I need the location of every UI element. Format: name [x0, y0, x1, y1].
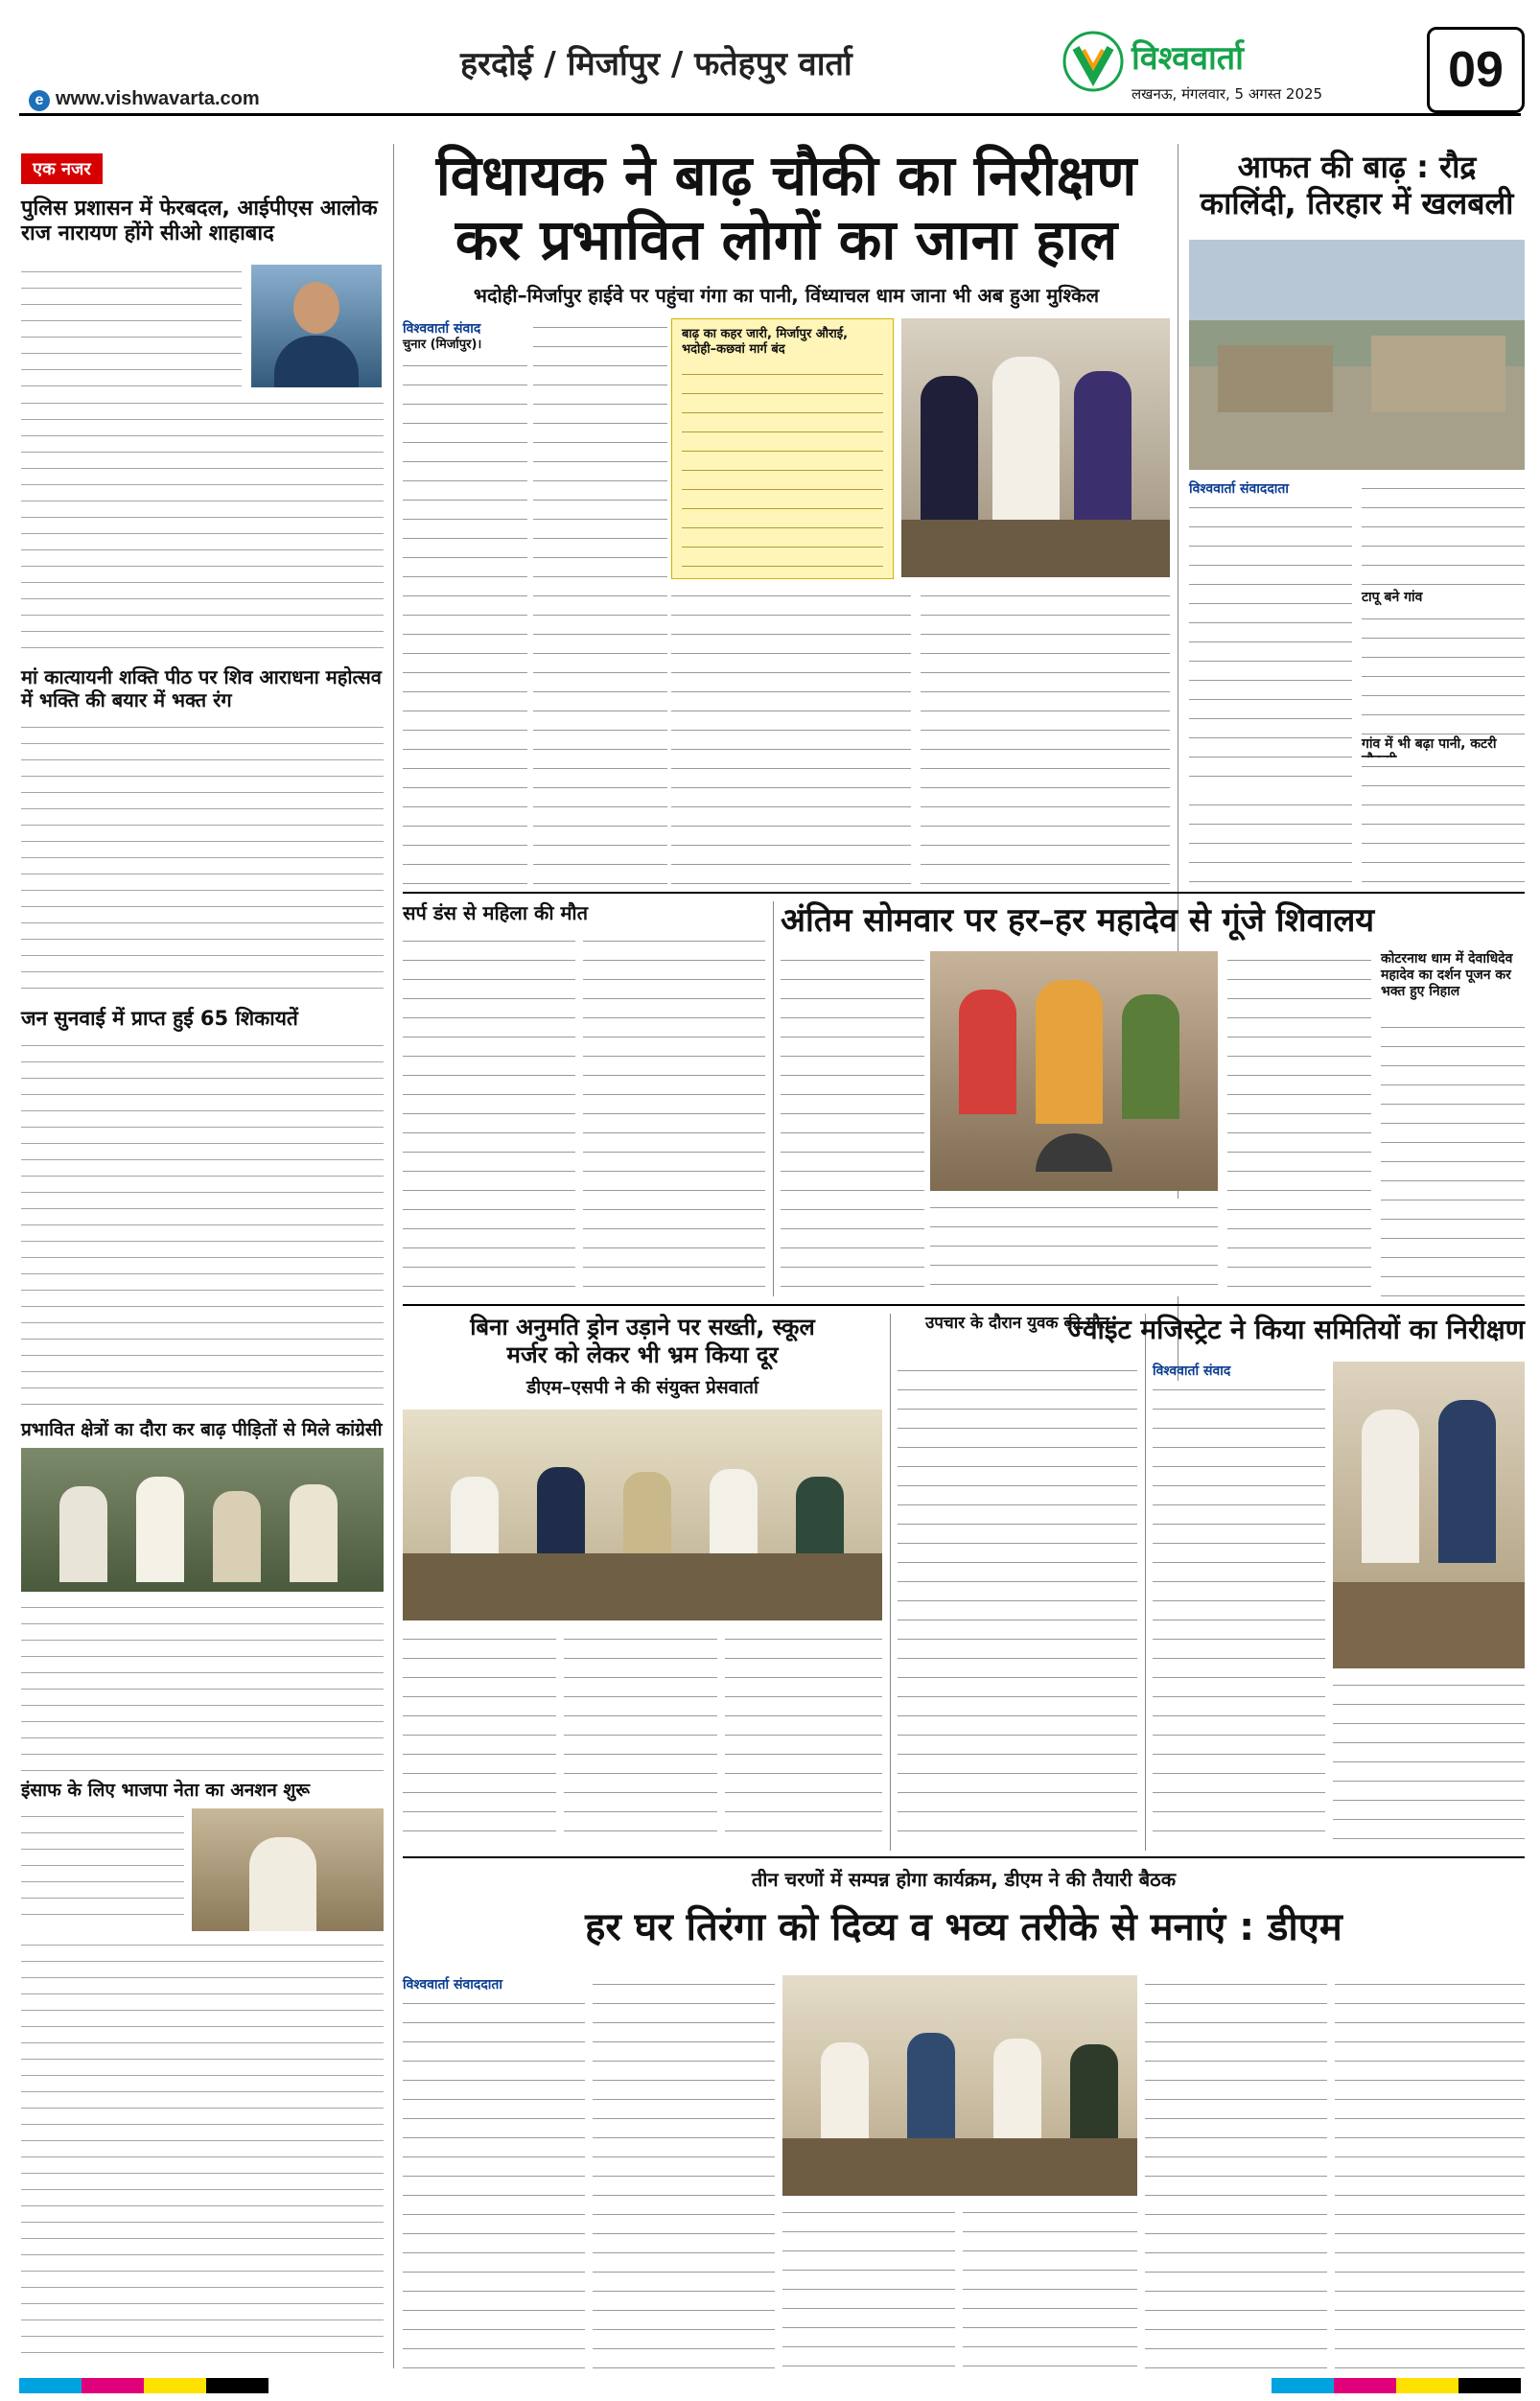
tiranga-meeting-photo: [782, 1975, 1137, 2196]
shivalay-headline: अंतिम सोमवार पर हर–हर महादेव से गूंजे शिवालय: [781, 901, 1375, 940]
right-top-text-col1b: [1189, 796, 1352, 884]
congress-visit-photo: [21, 1448, 384, 1592]
lead-text-col4: [921, 587, 1170, 884]
right-top-text-col2: [1362, 479, 1525, 585]
tiranga-text-col3: [782, 2203, 955, 2368]
tiranga-text-col5: [1145, 1975, 1327, 2368]
joint-byline: विश्ववार्ता संवाद: [1153, 1364, 1231, 1379]
sidebar-story5-text-cont: [21, 1937, 384, 2368]
right-top-subhead1: टापू बने गांव: [1362, 590, 1423, 605]
shivalay-text-col2: [930, 1199, 1218, 1296]
column-divider: [890, 1314, 891, 1851]
website-url[interactable]: [29, 88, 260, 111]
lead-text-col1: [403, 357, 527, 884]
sidebar-story2-text: [21, 719, 384, 997]
shivalay-text-col1: [781, 951, 924, 1296]
drone-subhead: डीएम–एसपी ने की संयुक्त प्रेसवार्ता: [526, 1377, 758, 1398]
flood-photo: [1189, 240, 1525, 470]
header-rule: [19, 113, 1521, 116]
tiranga-text-col6: [1335, 1975, 1525, 2368]
mla-inspection-photo: [901, 318, 1170, 577]
section-rule: [403, 1856, 1525, 1858]
right-top-text-col2c: [1362, 758, 1525, 884]
tiranga-kicker: तीन चरणों में सम्पन्न होगा कार्यक्रम, डीएम ने की तैयारी बैठक: [751, 1868, 1177, 1891]
snake-story-text-col2: [583, 932, 765, 1296]
column-divider: [393, 144, 394, 2368]
sidebar-story1-text: [21, 264, 242, 388]
lead-headline-line1: विधायक ने बाढ़ चौकी का निरीक्षण: [435, 143, 1137, 208]
section-rule: [403, 892, 1525, 894]
page-number: 09: [1427, 27, 1525, 113]
right-top-text-col2b: [1362, 610, 1525, 734]
sidebar-story1-title: पुलिस प्रशासन में फेरबदल, आईपीएस आलोक राज नारायण होंगे सीओ शाहाबाद: [21, 197, 378, 246]
brand-logo-icon: [1062, 31, 1124, 92]
browser-e-icon: e: [29, 90, 50, 111]
right-top-headline-line1: आफत की बाढ़ : रौद्र: [1237, 149, 1477, 185]
lead-headline-line2: कर प्रभावित लोगों का जाना हाल: [455, 206, 1118, 272]
column-divider: [773, 901, 774, 1296]
upchar-text: [898, 1362, 1137, 1841]
color-registration-bar: [19, 2378, 268, 2393]
hunger-strike-photo: [192, 1808, 384, 1931]
column-divider: [1145, 1314, 1146, 1851]
right-top-subhead2: गांव में भी बढ़ा पानी, कटरी: [1362, 736, 1497, 752]
joint-inspection-photo: [1333, 1362, 1525, 1668]
right-top-byline: विश्ववार्ता संवाददाता: [1189, 481, 1290, 497]
drone-text-col3: [725, 1630, 882, 1841]
section-rule: [403, 1304, 1525, 1306]
lead-highlight-title: बाढ़ का कहर जारी, मिर्जापुर औराई, भदोही–कछवां मार्ग बंद: [682, 327, 849, 357]
drone-text-col2: [564, 1630, 717, 1841]
lead-text-col3: [671, 587, 911, 884]
sidebar-label: एक नजर: [21, 153, 103, 184]
tiranga-text-col4: [963, 2203, 1137, 2368]
sidebar-story2-title: मां कात्यायनी शक्ति पीठ पर शिव आराधना महोत्सव में भक्ति की बयार में भक्त रंग: [21, 665, 382, 711]
right-top-text-col1: [1189, 499, 1352, 786]
tiranga-byline: विश्ववार्ता संवाददाता: [403, 1977, 503, 1993]
sidebar-story5-text: [21, 1808, 184, 1923]
shivalay-text-col3: [1227, 951, 1371, 1296]
website-text[interactable]: www.vishwavarta.com: [56, 88, 260, 109]
sidebar-story4-title: प्रभावित क्षेत्रों का दौरा कर बाढ़ पीड़ितों से मिले कांग्रेसी: [21, 1419, 383, 1440]
joint-headline: ज्वाइंट मजिस्ट्रेट ने किया समितियों का निरीक्षण: [1066, 1314, 1525, 1345]
drone-text-col1: [403, 1630, 556, 1841]
lead-subhead: भदोही–मिर्जापुर हाईवे पर पहुंचा गंगा का पानी, विंध्याचल धाम जाना भी अब हुआ मुश्किल: [473, 284, 1100, 307]
tiranga-text-col1: [403, 1994, 585, 2368]
drone-headline-line2: मर्जर को लेकर भी भ्रम किया दूर: [506, 1340, 779, 1368]
lead-highlight-box: [671, 318, 894, 579]
kotarnath-headline: कोटरनाथ धाम में देवाधिदेव महादेव का दर्शन पूजन कर भक्त हुए निहाल: [1381, 951, 1513, 999]
temple-worship-photo: [930, 951, 1218, 1191]
lead-headline: [403, 144, 1170, 271]
kotarnath-text: [1381, 1018, 1525, 1296]
snake-story-text-col1: [403, 932, 575, 1296]
right-top-headline: [1189, 149, 1525, 222]
brand-name: विश्ववार्ता: [1132, 39, 1244, 78]
color-registration-bar: [1272, 2378, 1521, 2393]
lead-place: चुनार (मिर्जापुर)।: [403, 338, 482, 352]
drone-headline: [403, 1314, 882, 1369]
sidebar-story1-text-cont: [21, 395, 384, 654]
sidebar-story5-title: इंसाफ के लिए भाजपा नेता का अनशन शुरू: [21, 1780, 311, 1801]
upchar-headline: उपचार के दौरान युवक की मौत: [924, 1314, 1110, 1333]
right-top-headline-line2: कालिंदी, तिरहार में खलबली: [1200, 185, 1514, 222]
dateline: लखनऊ, मंगलवार, 5 अगस्त 2025: [1132, 85, 1323, 103]
drone-headline-line1: बिना अनुमति ड्रोन उड़ाने पर सख्ती, स्कूल: [470, 1314, 815, 1340]
sidebar-story3-title: जन सुनवाई में प्राप्त हुई 65 शिकायतें: [21, 1007, 298, 1030]
joint-text-col2: [1333, 1676, 1525, 1841]
lead-byline: विश्ववार्ता संवाद: [403, 321, 481, 337]
sidebar-story4-text: [21, 1599, 384, 1772]
joint-text-col1: [1153, 1381, 1325, 1841]
tiranga-headline: हर घर तिरंगा को दिव्य व भव्य तरीके से मनाएं : डीएम: [585, 1905, 1342, 1949]
lead-text-col2: [533, 318, 667, 884]
officer-photo: [251, 265, 382, 387]
tiranga-text-col2: [593, 1975, 775, 2368]
sidebar-story3-text: [21, 1037, 384, 1411]
snake-story-title: सर्प डंस से महिला की मौत: [403, 901, 589, 924]
section-title: हरदोई / मिर्जापुर / फतेहपुर वार्ता: [460, 45, 852, 83]
press-conference-photo: [403, 1410, 882, 1620]
